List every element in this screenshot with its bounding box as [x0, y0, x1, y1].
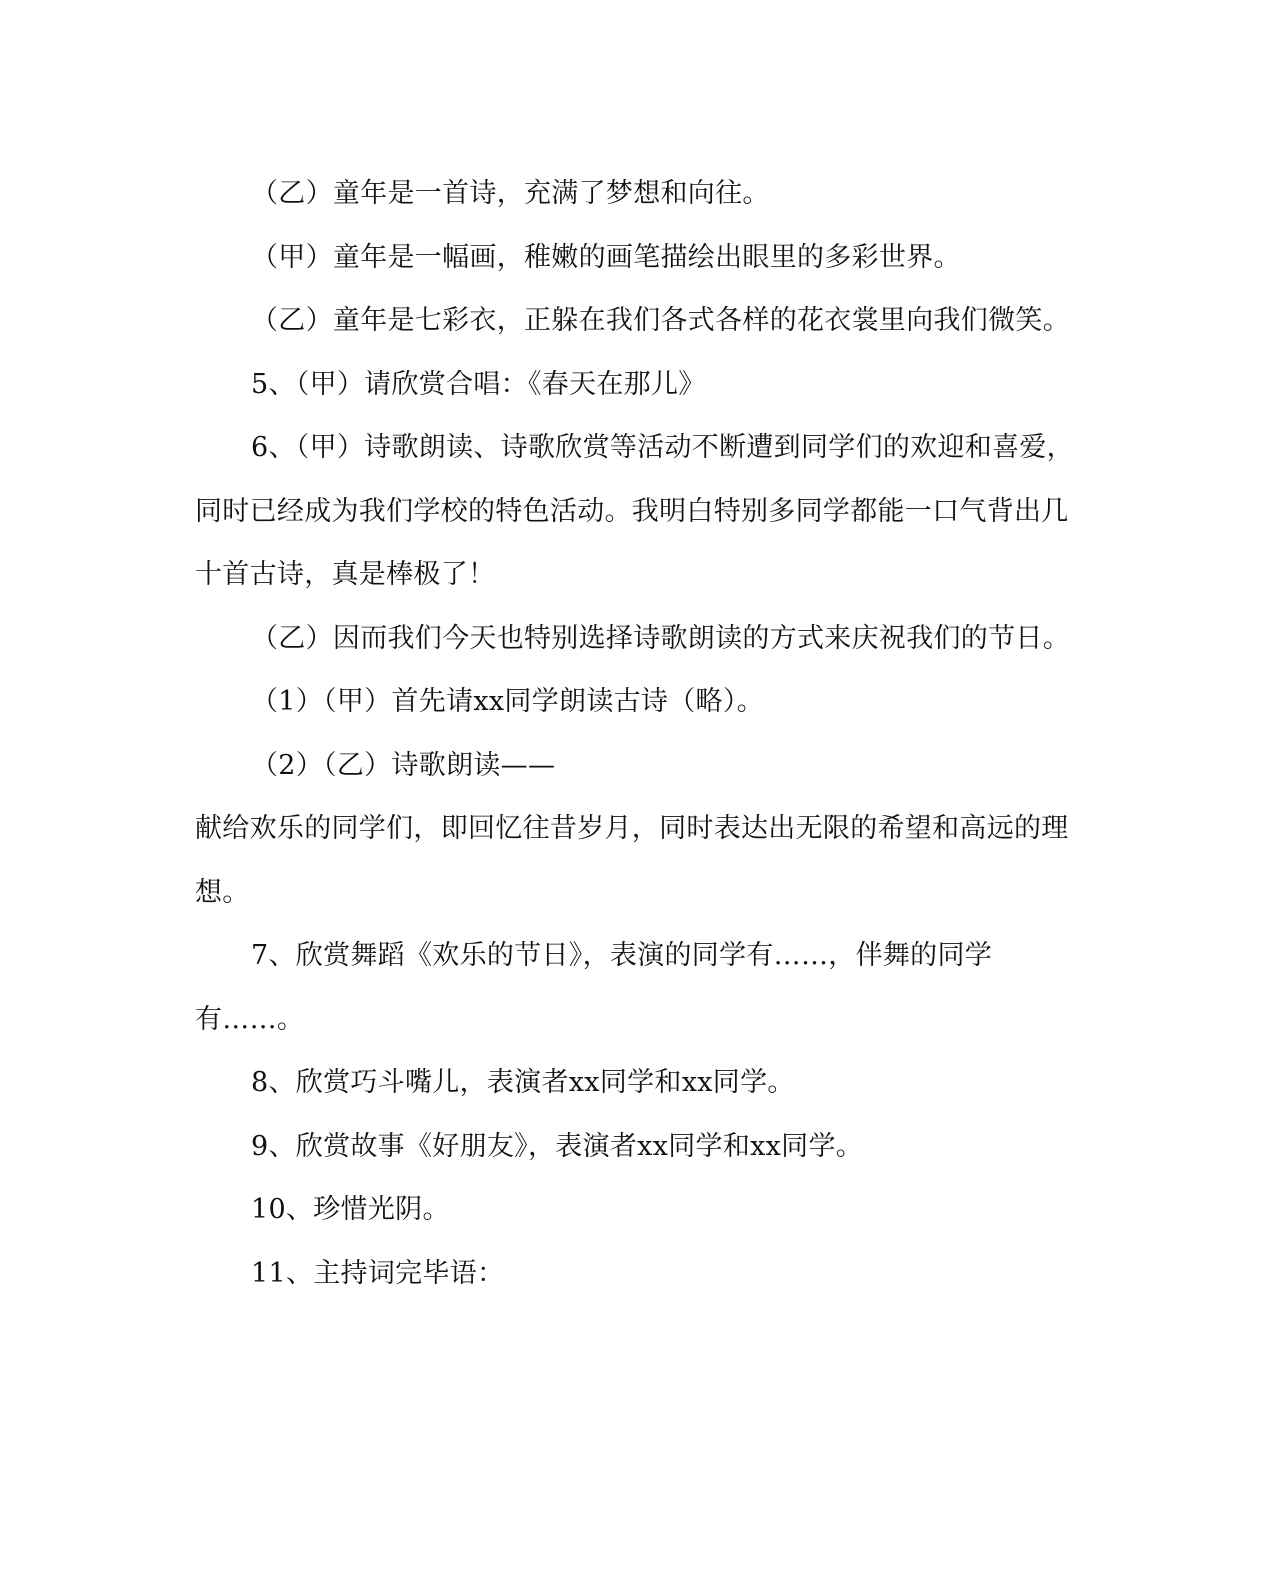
- paragraph: 9、欣赏故事《好朋友》，表演者xx同学和xx同学。: [251, 1130, 864, 1162]
- paragraph: 8、欣赏巧斗嘴儿，表演者xx同学和xx同学。: [251, 1067, 795, 1098]
- paragraph: 10、珍惜光阴。: [251, 1194, 450, 1225]
- paragraph: 7、欣赏舞蹈《欢乐的节日》，表演的同学有……，伴舞的同学有……。: [195, 940, 993, 1035]
- paragraph: 献给欢乐的同学们，即回忆往昔岁月，同时表达出无限的希望和高远的理想。: [195, 813, 1069, 908]
- paragraph: （乙）童年是一首诗，充满了梦想和向往。: [251, 178, 770, 209]
- paragraph: （甲）童年是一幅画，稚嫩的画笔描绘出眼里的多彩世界。: [251, 241, 961, 273]
- paragraph: 6、（甲）诗歌朗读、诗歌欣赏等活动不断遭到同学们的欢迎和喜爱，同时已经成为我们学校的特色活动。我明白特别多同学都能一口气背出几十首古诗，真是棒极了！: [195, 432, 1074, 590]
- document-body: [195, 162, 1075, 1305]
- paragraph: （乙）因而我们今天也特别选择诗歌朗读的方式来庆祝我们的节日。: [251, 622, 1070, 654]
- paragraph: 11、主持词完毕语：: [251, 1257, 505, 1289]
- paragraph: 5、（甲）请欣赏合唱：《春天在那儿》: [251, 368, 706, 400]
- paragraph: （乙）童年是七彩衣，正躲在我们各式各样的花衣裳里向我们微笑。: [251, 305, 1070, 336]
- paragraph: （1）（甲）首先请xx同学朗读古诗（略）。: [251, 686, 764, 717]
- paragraph: （2）（乙）诗歌朗读——: [251, 749, 556, 781]
